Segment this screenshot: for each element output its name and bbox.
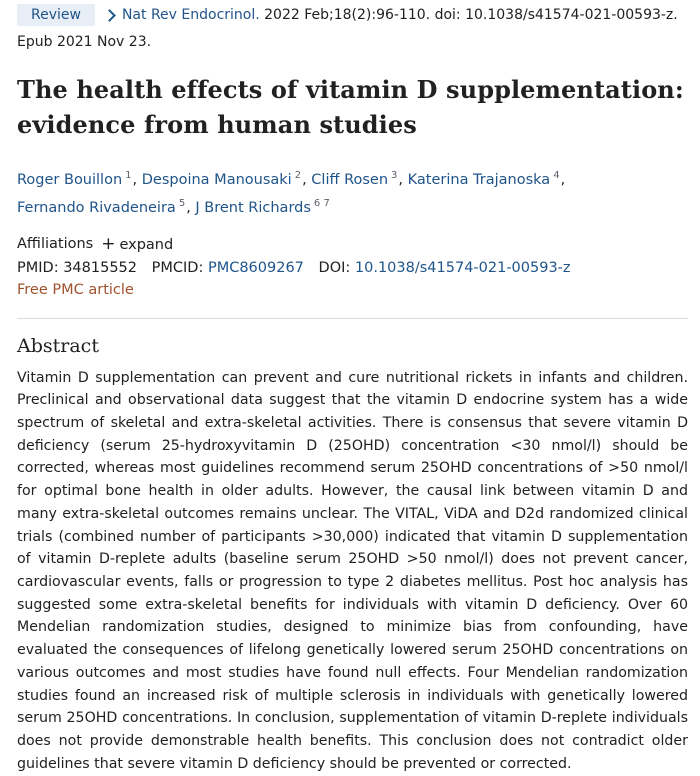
epub-date: Epub 2021 Nov 23. bbox=[17, 34, 152, 50]
pmcid-link[interactable]: PMC8609267 bbox=[207, 259, 304, 276]
author-link[interactable]: Katerina Trajanoska bbox=[407, 171, 551, 188]
chevron-right-icon bbox=[103, 9, 116, 22]
expand-affiliations-button[interactable] bbox=[101, 234, 173, 254]
affiliation-number[interactable]: 5 bbox=[178, 197, 186, 209]
citation-details: 2022 Feb;18(2):96-110. doi: 10.1038/s41574-021-00593-z. bbox=[264, 7, 678, 23]
affiliation-number[interactable]: 2 bbox=[294, 170, 302, 181]
author-link[interactable]: Despoina Manousaki bbox=[141, 171, 292, 188]
journal-citation[interactable] bbox=[122, 7, 678, 23]
article-title-line-1: The health effects of vitamin D supplementation: bbox=[17, 75, 684, 104]
article-title-line-2: evidence from human studies bbox=[17, 110, 417, 139]
affiliations-label: Affiliations bbox=[17, 235, 94, 252]
article-type-badge: Review bbox=[17, 4, 95, 26]
free-pmc-article-label: Free PMC article bbox=[17, 281, 134, 298]
affiliation-number[interactable]: 3 bbox=[391, 170, 398, 181]
author-link[interactable]: J Brent Richards bbox=[195, 199, 311, 216]
citation-bar bbox=[17, 0, 688, 30]
authors-list: Roger Bouillon $^1$, Despoina Manousaki $^2$, Cliff Rosen $^3$, Katerina Trajanoska $^4$, Fernando Rivadeneira $^5$, J Brent Richards $^{6 7}$ bbox=[17, 170, 566, 216]
affiliation-number[interactable]: 4 bbox=[553, 170, 560, 181]
author-link[interactable]: Cliff Rosen bbox=[311, 171, 389, 188]
affiliation-number[interactable]: 1 bbox=[125, 170, 132, 181]
pmid-value: 34815552 bbox=[63, 259, 138, 276]
pmid-label: PMID: bbox=[17, 259, 59, 276]
section-divider bbox=[17, 318, 688, 319]
doi-link[interactable]: 10.1038/s41574-021-00593-z bbox=[354, 259, 571, 276]
affiliation-number[interactable]: 6 7 bbox=[313, 197, 330, 209]
author-link[interactable]: Fernando Rivadeneira bbox=[17, 199, 176, 216]
abstract-text: Vitamin D supplementation can prevent and cure nutritional rickets in infants and children. Preclinical and observational data suggest that the vitamin D endocrine system has a wide spectrum of skeletal and extra-skeletal activities. There is consensus that severe vitamin D deficiency (serum 25-hydroxyvitamin D (25OHD) concentration <30 nmol/l) should be corrected, whereas most guidelines recommend serum 25OHD concentrations of >50 nmol/l for optimal bone health in older adults. However, the causal link between vitamin D and many extra-skeletal outcomes remains unclear. The VITAL, ViDA and D2d randomized clinical trials (combined number of participants >30,000) indicated that vitamin D supplementation of vitamin D-replete adults (baseline serum 25OHD >50 nmol/l) does not prevent cancer, cardiovascular events, falls or progression to type 2 diabetes mellitus. Post hoc analysis has suggested some extra-skeletal benefits for individuals with vitamin D deficiency. Over 60 Mendelian randomization studies, designed to minimize bias from confounding, have evaluated the consequences of lifelong genetically lowered serum 25OHD concentrations on various outcomes and most studies have found null effects. Four Mendelian randomization studies found an increased risk of multiple sclerosis in individuals with genetically lowered serum 25OHD concentrations. In conclusion, supplementation of vitamin D-replete individuals does not provide demonstrable health benefits. This conclusion does not contradict older guidelines that severe vitamin D deficiency should be prevented or corrected. bbox=[17, 369, 688, 772]
expand-label: expand bbox=[119, 236, 174, 253]
doi-label: DOI: bbox=[318, 259, 351, 276]
affiliations-row bbox=[17, 234, 688, 254]
identifiers-row bbox=[17, 260, 688, 276]
journal-link[interactable]: Nat Rev Endocrinol. bbox=[121, 7, 260, 23]
author-link[interactable]: Roger Bouillon bbox=[17, 171, 123, 188]
article-title bbox=[17, 72, 688, 142]
plus-icon: + bbox=[101, 233, 116, 254]
abstract-heading: Abstract bbox=[17, 334, 99, 357]
pmcid-label: PMCID: bbox=[151, 259, 204, 276]
